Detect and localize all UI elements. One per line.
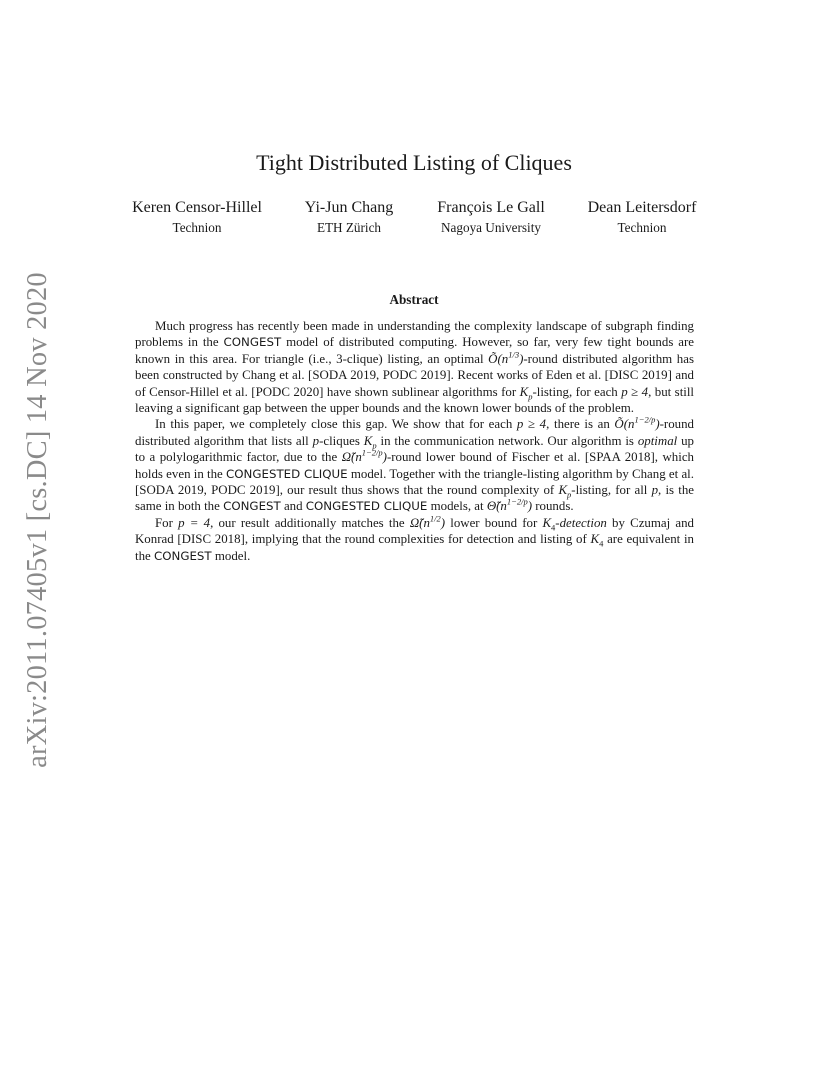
math-bound-base: Õ(n — [614, 417, 635, 432]
author-block — [588, 198, 697, 237]
text-run: -listing, for all — [571, 483, 652, 498]
text-run: up to a polylogarithmic factor, due to the — [135, 433, 694, 465]
math-symbol: p — [651, 483, 659, 498]
math-subscript: 4 — [551, 522, 556, 533]
abstract-paragraph — [135, 318, 694, 416]
text-run: are equivalent in the — [135, 532, 694, 563]
math-exponent: 1−2/p — [361, 447, 383, 458]
math-bound — [341, 447, 387, 465]
math-subscript: p — [567, 489, 572, 500]
math-symbol: K — [519, 384, 529, 399]
emphasis-detection: -detection — [555, 515, 607, 530]
text-run: -round lower bound of Fischer et al. [SPAA 2018], which holds even in the — [135, 450, 695, 481]
author-affiliation: ETH Zürich — [316, 220, 382, 235]
text-run: For — [155, 515, 179, 530]
text-run: -round distributed algorithm that lists all — [135, 417, 694, 448]
text-run: model. Together with the triangle-listing algorithm by Chang et al. [SODA 2019, PODC 2019], our result thus shows that the round complexity of — [135, 466, 694, 498]
math-bound — [409, 513, 446, 530]
author-name: Keren Censor-Hillel — [132, 199, 262, 216]
math-bound-base: Ω̃(n — [341, 450, 362, 465]
author-name: François Le Gall — [437, 199, 545, 216]
math-exponent: 1/2 — [429, 513, 441, 524]
congested-clique-model-name: CONGESTED CLIQUE — [226, 466, 348, 481]
author-name: Yi-Jun Chang — [304, 199, 394, 216]
text-run: rounds. — [532, 499, 574, 514]
arxiv-identifier-stamp[interactable]: arXiv:2011.07405v1 [cs.DC] 14 Nov 2020 — [22, 272, 53, 768]
math-kp — [363, 433, 377, 451]
text-run: and — [280, 499, 306, 514]
author-affiliation: Nagoya University — [441, 220, 541, 235]
author-affiliation: Technion — [617, 220, 667, 235]
math-subscript: p — [528, 391, 533, 402]
math-bound — [488, 349, 524, 366]
text-run: -round distributed algorithm has been constructed by Chang et al. [SODA 2019, PODC 2019]. Recent works of Eden et al. [DISC 2019] and of Censor-Hillel et al. [PODC 2020] have shown sublinear algorithms for — [135, 351, 694, 399]
math-k4 — [542, 515, 607, 533]
math-bound-close: ) — [519, 351, 524, 366]
text-run: lower bound for — [445, 515, 543, 530]
text-run: in the communication network. Our algorithm is — [376, 433, 638, 448]
text-run: In this paper, we completely close this gap. We show that for each — [155, 417, 517, 432]
math-kp — [519, 384, 533, 402]
congested-clique-model-name: CONGESTED CLIQUE — [305, 499, 428, 514]
math-bound-base: Õ(n — [488, 351, 509, 366]
math-symbol: K — [590, 532, 600, 547]
text-run: Much progress has recently been made in understanding the complexity landscape of subgraph finding problems in the — [135, 319, 694, 350]
author-name: Dean Leitersdorf — [587, 199, 697, 216]
text-run: by Czumaj and Konrad [DISC 2018], implying that the round complexities for detection and listing of — [135, 515, 695, 547]
math-bound-base: Ω̃(n — [409, 515, 430, 530]
math-bound-close: ) — [655, 417, 660, 432]
text-run: models, at — [427, 499, 487, 514]
text-run: model. — [211, 548, 251, 563]
text-run: -cliques — [319, 433, 364, 448]
author-block — [437, 198, 545, 237]
text-run: model of distributed computing. However, so far, very few tight bounds are known in this area. For triangle (i.e., 3-clique) listing, an optimal — [135, 335, 694, 366]
math-symbol: K — [363, 433, 373, 448]
math-bound-base: Θ̃(n — [486, 499, 507, 514]
text-run: , our result additionally matches the — [210, 515, 410, 530]
paper-title: Tight Distributed Listing of Cliques — [256, 150, 572, 175]
congest-model-name: CONGEST — [223, 499, 281, 514]
text-run: -listing, for each — [532, 384, 622, 399]
math-equality: p = 4 — [178, 515, 211, 530]
congest-model-name: CONGEST — [153, 548, 212, 563]
text-run: , is the same in both the — [135, 483, 695, 514]
math-exponent: 1/3 — [508, 349, 520, 360]
math-symbol: p — [312, 433, 320, 448]
math-bound-close: ) — [382, 450, 387, 465]
math-bound — [487, 499, 532, 513]
math-inequality: p ≥ 4 — [516, 417, 547, 432]
math-exponent: 1−2/p — [634, 415, 656, 426]
emphasis-optimal: optimal — [637, 433, 678, 448]
abstract-heading: Abstract — [389, 292, 439, 307]
author-block — [305, 198, 393, 237]
math-bound — [614, 417, 659, 431]
author-affiliation: Technion — [172, 220, 222, 235]
author-block — [132, 198, 262, 237]
text-run: , there is an — [546, 417, 615, 432]
math-exponent: 1−2/p — [506, 497, 528, 508]
math-k4 — [590, 532, 604, 549]
math-subscript: 4 — [599, 538, 604, 549]
abstract-paragraph — [135, 416, 694, 514]
abstract-body — [135, 318, 694, 564]
abstract-paragraph — [135, 515, 694, 564]
math-subscript: p — [372, 440, 377, 451]
text-run: , but still leaving a significant gap between the upper bounds and the known lower bounds of the problem. — [135, 384, 695, 416]
congest-model-name: CONGEST — [223, 335, 282, 350]
math-symbol: K — [558, 483, 568, 498]
math-symbol: K — [542, 515, 552, 530]
math-bound-close: ) — [440, 515, 446, 530]
math-inequality: p ≥ 4 — [621, 384, 649, 399]
math-kp — [558, 483, 572, 500]
math-bound-close: ) — [527, 499, 533, 514]
